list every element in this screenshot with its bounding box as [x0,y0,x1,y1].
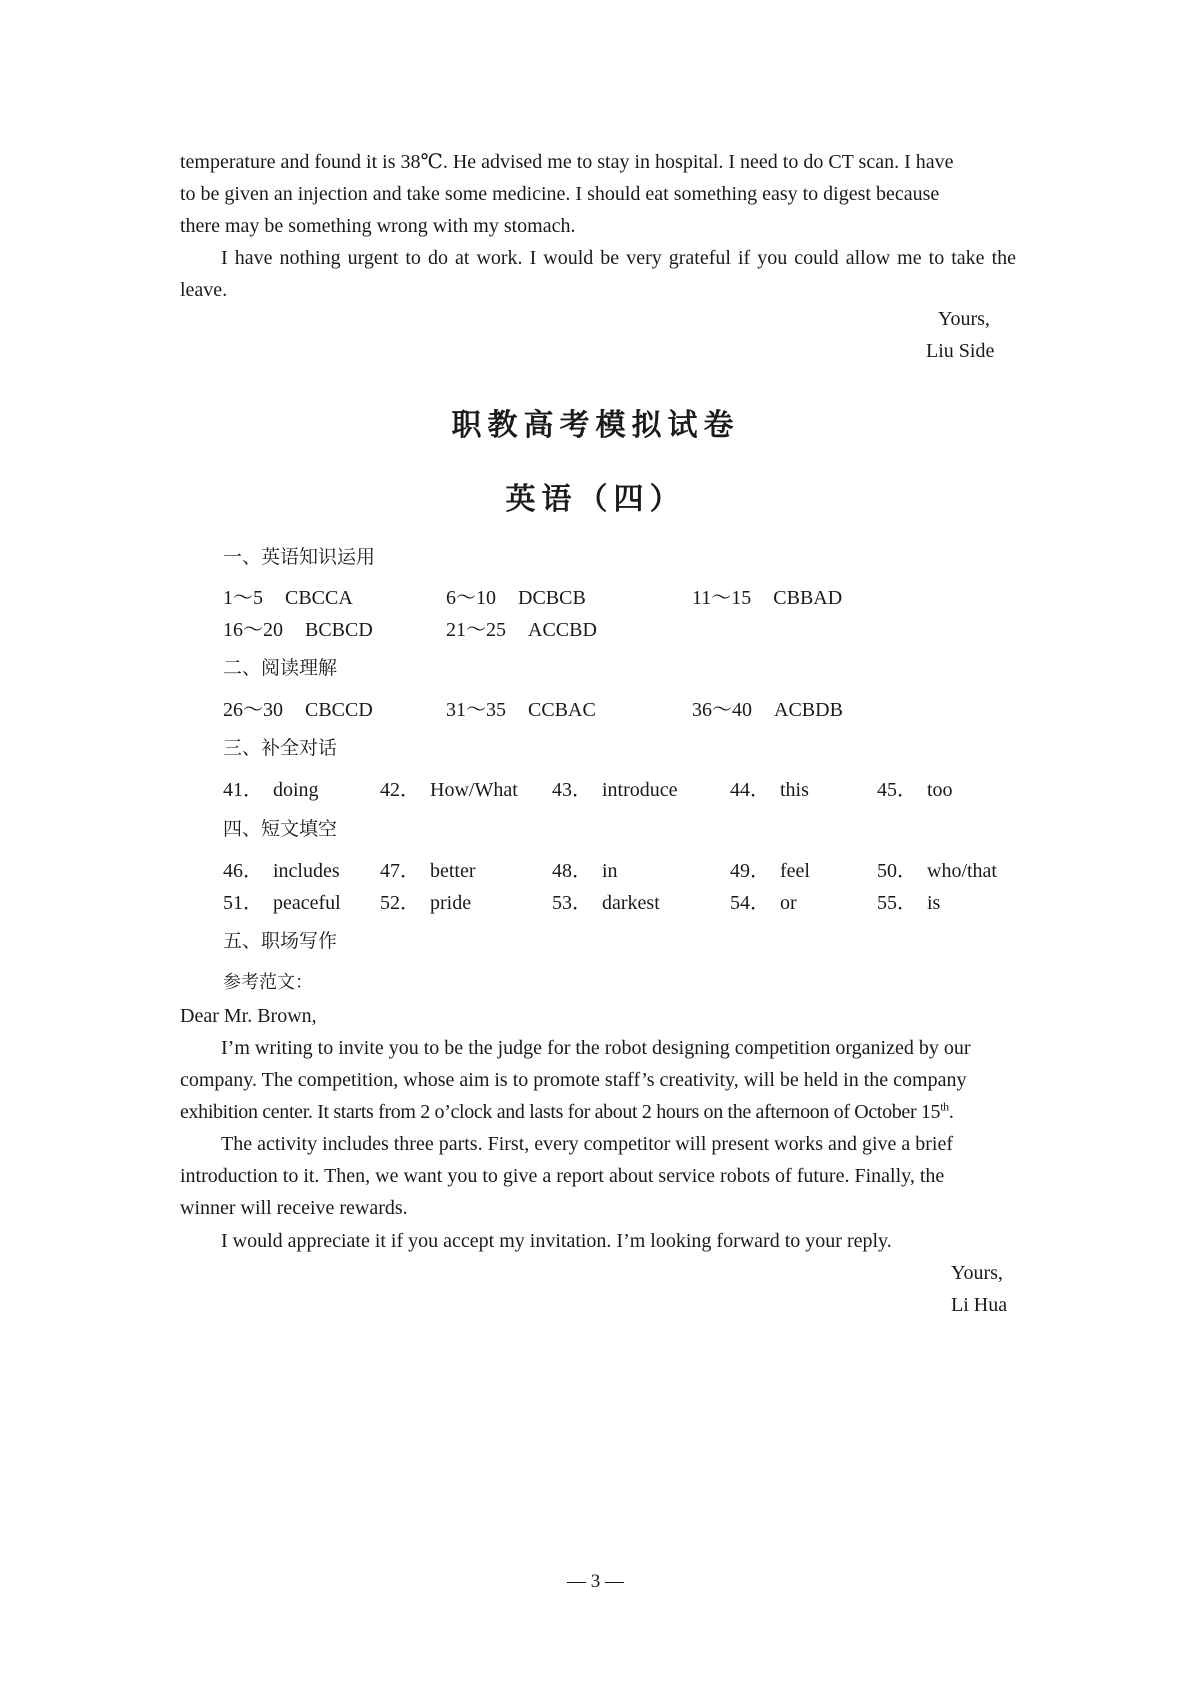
answer-number: 51． [223,892,263,914]
answer-number: 42． [380,779,420,801]
answer-item [380,857,476,885]
answer-item [730,776,809,804]
answer-number: 45． [877,779,917,801]
answer-number: 43． [552,779,592,801]
answer-word: introduce [602,779,678,801]
text-line: winner will receive rewards. [180,1197,408,1220]
answer-group [446,696,596,724]
answer-group [223,616,373,644]
section-heading-4: 四、短文填空 [223,818,338,840]
page-subtitle: 英语（四） [505,482,686,517]
answer-group [446,616,597,644]
text-line: there may be something wrong with my stomach. [180,215,576,238]
answer-number: 53． [552,892,592,914]
answer-range: 11～15 [692,587,752,609]
answer-number: 50． [877,860,917,882]
answer-key: ACCBD [528,619,597,641]
answer-range: 6～10 [446,587,496,609]
letter-greeting: Dear Mr. Brown, [180,1005,317,1027]
text-fragment: . [948,1101,954,1124]
answer-item [877,889,940,917]
text-fragment: exhibition center. It starts from 2 o’clock and lasts for about 2 hours on the afternoon of October 15 [180,1101,941,1124]
answer-range: 1～5 [223,587,263,609]
answer-word: feel [780,860,810,882]
top-letter-paragraph-1 [180,146,1016,243]
answer-key: CCBAC [528,699,596,721]
letter-paragraph-1 [180,1032,1016,1129]
top-letter-closing: Yours, [938,308,990,330]
answer-word: better [430,860,476,882]
text-line [180,1096,1016,1128]
answer-number: 55． [877,892,917,914]
answer-range: 31～35 [446,699,506,721]
answer-word: How/What [430,779,518,801]
answer-number: 48． [552,860,592,882]
answer-word: this [780,779,809,801]
answer-key: CBCCA [285,587,353,609]
answer-group [446,584,586,612]
answer-word: pride [430,892,472,914]
answer-item [223,776,319,804]
answer-word: doing [273,779,319,801]
answer-range: 21～25 [446,619,506,641]
answer-number: 49． [730,860,770,882]
answer-group [223,584,353,612]
answer-range: 26～30 [223,699,283,721]
answer-key: CBBAD [773,587,843,609]
text-line: company. The competition, whose aim is to promote staff’s creativity, will be held in the company [180,1069,967,1092]
answer-key: DCBCB [518,587,586,609]
answer-word: peaceful [273,892,341,914]
answer-group [692,584,842,612]
answer-word: in [602,860,618,882]
answer-item [552,857,618,885]
answer-word: darkest [602,892,660,914]
section-heading-2: 二、阅读理解 [223,657,338,679]
answer-word: is [927,892,941,914]
answer-group [692,696,843,724]
answer-number: 54． [730,892,770,914]
section-heading-1: 一、英语知识运用 [223,546,376,568]
answer-word: or [780,892,797,914]
text-line: to be given an injection and take some medicine. I should eat something easy to digest because [180,183,940,206]
text-line: The activity includes three parts. First, every competitor will present works and give a brief [221,1133,954,1155]
section-heading-3: 三、补全对话 [223,737,338,759]
letter-paragraph-2 [180,1128,1016,1225]
answer-item [877,776,953,804]
answer-word: includes [273,860,340,882]
answer-item [552,776,678,804]
answer-item [730,889,797,917]
answer-item [877,857,997,885]
answer-number: 44． [730,779,770,801]
answer-number: 46． [223,860,263,882]
section-heading-5: 五、职场写作 [223,930,338,952]
letter-closing: Yours, [951,1262,1003,1284]
answer-number: 41． [223,779,263,801]
answer-number: 52． [380,892,420,914]
answer-item [380,889,471,917]
answer-item [223,857,340,885]
answer-number: 47． [380,860,420,882]
reference-label: 参考范文： [223,972,313,993]
answer-key: CBCCD [305,699,373,721]
ordinal-suffix: th [940,1099,949,1114]
answer-range: 36～40 [692,699,752,721]
answer-group [223,696,373,724]
answer-range: 16～20 [223,619,283,641]
answer-word: who/that [927,860,997,882]
top-letter-paragraph-2: I have nothing urgent to do at work. I would be very grateful if you could allow me to take the leave. [180,247,1016,302]
page-number: — 3 — [567,1571,624,1592]
text-line: introduction to it. Then, we want you to give a report about service robots of future. Finally, the [180,1165,945,1188]
text-line: temperature and found it is 38℃. He advised me to stay in hospital. I need to do CT scan. I have [180,151,954,173]
letter-paragraph-3: I would appreciate it if you accept my invitation. I’m looking forward to your reply. [221,1230,892,1252]
page-title: 职教高考模拟试卷 [451,408,740,443]
answer-item [380,776,518,804]
answer-key: BCBCD [305,619,373,641]
letter-signature: Li Hua [951,1294,1008,1316]
top-letter-signature: Liu Side [926,340,995,362]
answer-item [730,857,810,885]
answer-item [552,889,660,917]
answer-word: too [927,779,953,801]
answer-key: ACBDB [774,699,843,721]
answer-item [223,889,341,917]
text-line: I’m writing to invite you to be the judge for the robot designing competition organized by our [221,1037,971,1059]
